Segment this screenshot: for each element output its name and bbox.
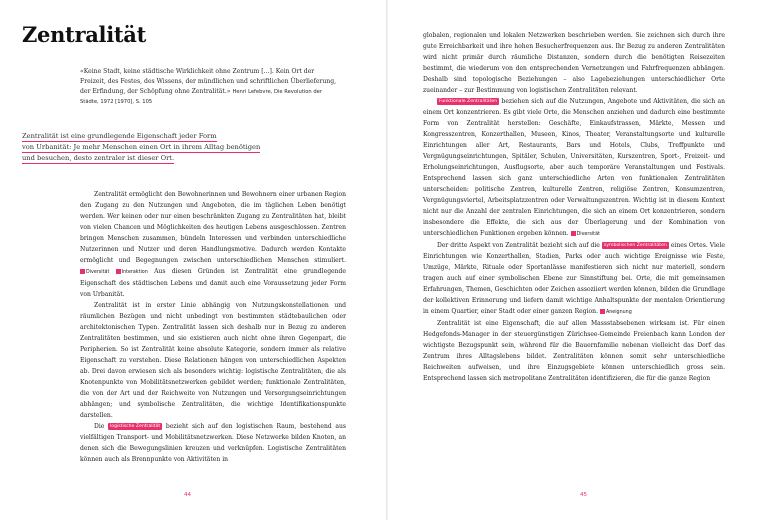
cross-reference-diversitaet[interactable]: Diversität	[571, 232, 600, 237]
keyword-tag-symbolische-zentralitaeten: symbolischen Zentralitäten	[603, 243, 667, 248]
keyword-tag-logistische-zentralitaet: logistische Zentralität	[110, 424, 161, 429]
quote-source: Henri Lefebvre, Die Revolution der Städte, 1972 [1970], S. 105	[80, 89, 322, 105]
gutter-divider	[386, 0, 388, 520]
arrow-icon	[600, 309, 605, 314]
paragraph-text: Die	[94, 423, 105, 430]
paragraph-text: Der dritte Aspekt von Zentralität bezieht sich auf die	[437, 242, 600, 249]
right-text-column	[423, 30, 725, 384]
paragraph-text: Zentralität ermöglicht den Bewohnerinnen und Bewohnern einer urbanen Region den Zugang zu den Nutzungen und Angeboten, die im täglichen Leben benötigt werden. Wer keinen oder nur einen beschränkten Zugang zu Zentralitäten hat, bleibt von vielen Chancen und Möglichkeiten des heutigen Lebens ausgeschlossen. Zentren bringen Menschen zusammen, bündeln Interessen und verbinden unterschiedliche Nutzerinnen und Nutzer und deren Handlungsmotive. Dadurch werden Kontakte ermöglicht und Begegnungen zwischen unterschiedlichen Menschen stimuliert.	[80, 191, 346, 264]
paragraph-text: Aus diesen Gründen ist Zentralität eine grundlegende Eigenschaft des städtischen Lebens und damit auch eine Voraussetzung jeder Form von Urbanität.	[80, 268, 346, 298]
left-text-column	[80, 189, 346, 465]
paragraph	[423, 240, 725, 318]
cross-reference-diversitaet[interactable]: Diversität	[80, 270, 109, 275]
paragraph	[423, 96, 725, 240]
paragraph: globalen, regionalen und lokalen Netzwerken beschrieben werden. Sie zeichnen sich durch ihre gute Erreichbarkeit und ihre hohen Besucherfrequenzen aus. Ihr Bezug zu anderen Zentralitäten wird nicht primär durch räumliche Distanzen, sondern durch die benötigten Reisezeiten bestimmt, die wiederum von den entsprechenden Vernetzungen und Fahrfrequenzen abhängen. Deshalb sind topologische Beziehungen – also Lagebeziehungen unterschiedlicher Orte zueinander – zur Bestimmung von logistischen Zentralitäten relevant.	[423, 32, 725, 94]
lead-line-2: von Urbanität: Je mehr Menschen einen Ort in ihrem Alltag benötigen	[22, 143, 261, 151]
lead-statement	[22, 131, 284, 164]
cross-reference-interaktion[interactable]: Interaktion	[116, 270, 148, 275]
cross-reference-aneignung[interactable]: Aneignung	[600, 310, 632, 315]
keyword-tag-funktionale-zentralitaeten: Funktionale Zentralitäten	[439, 99, 498, 104]
page-number-right: 45	[580, 492, 587, 498]
page-number-left: 44	[184, 492, 191, 498]
quote-text: «Keine Stadt, keine städtische Wirklichkeit ohne Zentrum [...]. Kein Ort der Freizeit, des Festes, des Wissens, der mündlichen und schriftlichen Überlieferung, der Erfindung, der Schöpfung ohne Zentralität.»	[80, 68, 337, 95]
lead-line-3: und besuchen, desto zentraler ist dieser Ort.	[22, 154, 175, 162]
arrow-icon	[571, 231, 576, 236]
paragraph	[80, 189, 346, 300]
arrow-icon	[80, 269, 85, 274]
paragraph	[80, 421, 346, 465]
paragraph: Zentralität ist eine Eigenschaft, die auf allen Massstabsebenen wirksam ist. Für einen Hedgefonds-Manager in der steuergünstigen Zürichsee-Gemeinde Freienbach kann London der wichtigste Bezugspunkt sein, während für die Bauernfamilie nebenan vielleicht das Dorf das Zentrum ihres Alltagslebens bildet. Zentralitäten können somit sehr unterschiedliche Reichweiten aufweisen, und ihre Einzugsgebiete können unterschiedlich gross sein. Entsprechend lassen sich metropolitane Zentralitäten identifizieren, die für die ganze Region	[423, 320, 725, 382]
paragraph-text: beziehen sich auf die Nutzungen, Angebote und Aktivitäten, die sich an einem Ort konzentrieren. Es gibt viele Orte, die Menschen anziehen und dadurch eine bestimmte Form von Zentralität herstellen: Geschäfte, Einkaufstrassen, Märkte, Messen und Kongresszentren, Konzerthallen, Museen, Kinos, Theater, Veranstaltungsorte und kulturelle Einrichtungen aller Art, Restaurants, Bars und Hotels, Clubs, Treffpunkte und Vergnügungseinrichtungen, Spitäler, Schulen, Universitäten, Kurszentren, Sport-, Freizeit- und Erholungseinrichtungen, Ausflugsorte, aber auch temporäre Veranstaltungen und Festivals. Entsprechend lassen sich ganz unterschiedliche Arten von funktionalen Zentralitäten unterscheiden: politische Zentren, kulturelle Zentren, religiöse Zentren, Konsumzentren, Vergnügungsviertel, Arbeitsplatzzentren oder Verwaltungszentren. Wichtig ist in diesem Kontext nicht nur die Anzahl der zentralen Einrichtungen, die sich an einem Ort konzentrieren, sondern insbesondere die Effekte, die sich aus der Überlagerung und der Kombination von unterschiedlichen Funktionen ergeben können.	[423, 98, 725, 237]
epigraph-quote	[80, 67, 340, 107]
lead-line-1: Zentralität ist eine grundlegende Eigenschaft jeder Form	[22, 132, 217, 140]
paragraph: Zentralität ist in erster Linie abhängig von Nutzungskonstellationen und räumlichen Bezügen und nicht unbedingt von bestimmten städtebaulichen oder architektonischen Typen. Zentralität lassen sich deshalb nur in Bezug zu anderen Zentralitäten bestimmen, und sie existieren auch nicht ohne ihren Gegenpart, die Peripherien. So ist Zentralität keine absolute Kategorie, sondern immer als relative Eigenschaft zu verstehen. Diese Relationen hängen von unterschiedlichen Aspekten ab. Drei davon erwiesen sich als besonders wichtig: logistische Zentralitäten, die als Knotenpunkte von Mobilitätsnetzwerken gebildet werden; funktionale Zentralitäten, die von der Art und der Reichweite von Nutzungen und Versorgungseinrichtungen abhängen; und symbolische Zentralitäten, die wichtige Identifikationspunkte darstellen.	[80, 302, 346, 419]
page-title: Zentralität	[22, 22, 146, 47]
paragraph-text: bezieht sich auf den logistischen Raum, bestehend aus vielfältigen Transport- und Mobilitätsnetzwerken. Diese Netzwerke bilden Knoten, an denen sich die Bewegungslinien kreuzen und verknüpfen. Logistische Zentralitäten können auch als Brennpunkte von Aktivitäten in	[80, 423, 346, 463]
arrow-icon	[116, 269, 121, 274]
paragraph-text: eines Ortes. Viele Einrichtungen wie Konzerthallen, Stadien, Parks oder auch wichtige Ereignisse wie Feste, Umzüge, Märkte, Rituale oder Sportanlässe manifestieren sich nicht nur materiell, sondern tragen auch auf einer symbolischen Ebene zur Sinnstiftung bei. Orte, die mit gemeinsamen Erfahrungen, Themen, Geschichten oder Zeichen assoziiert werden können, bilden die Grundlage der kollektiven Erinnerung und liefern damit wichtige Anhaltspunkte der mentalen Orientierung in einem Quartier, einer Stadt oder einer ganzen Region.	[423, 242, 725, 315]
